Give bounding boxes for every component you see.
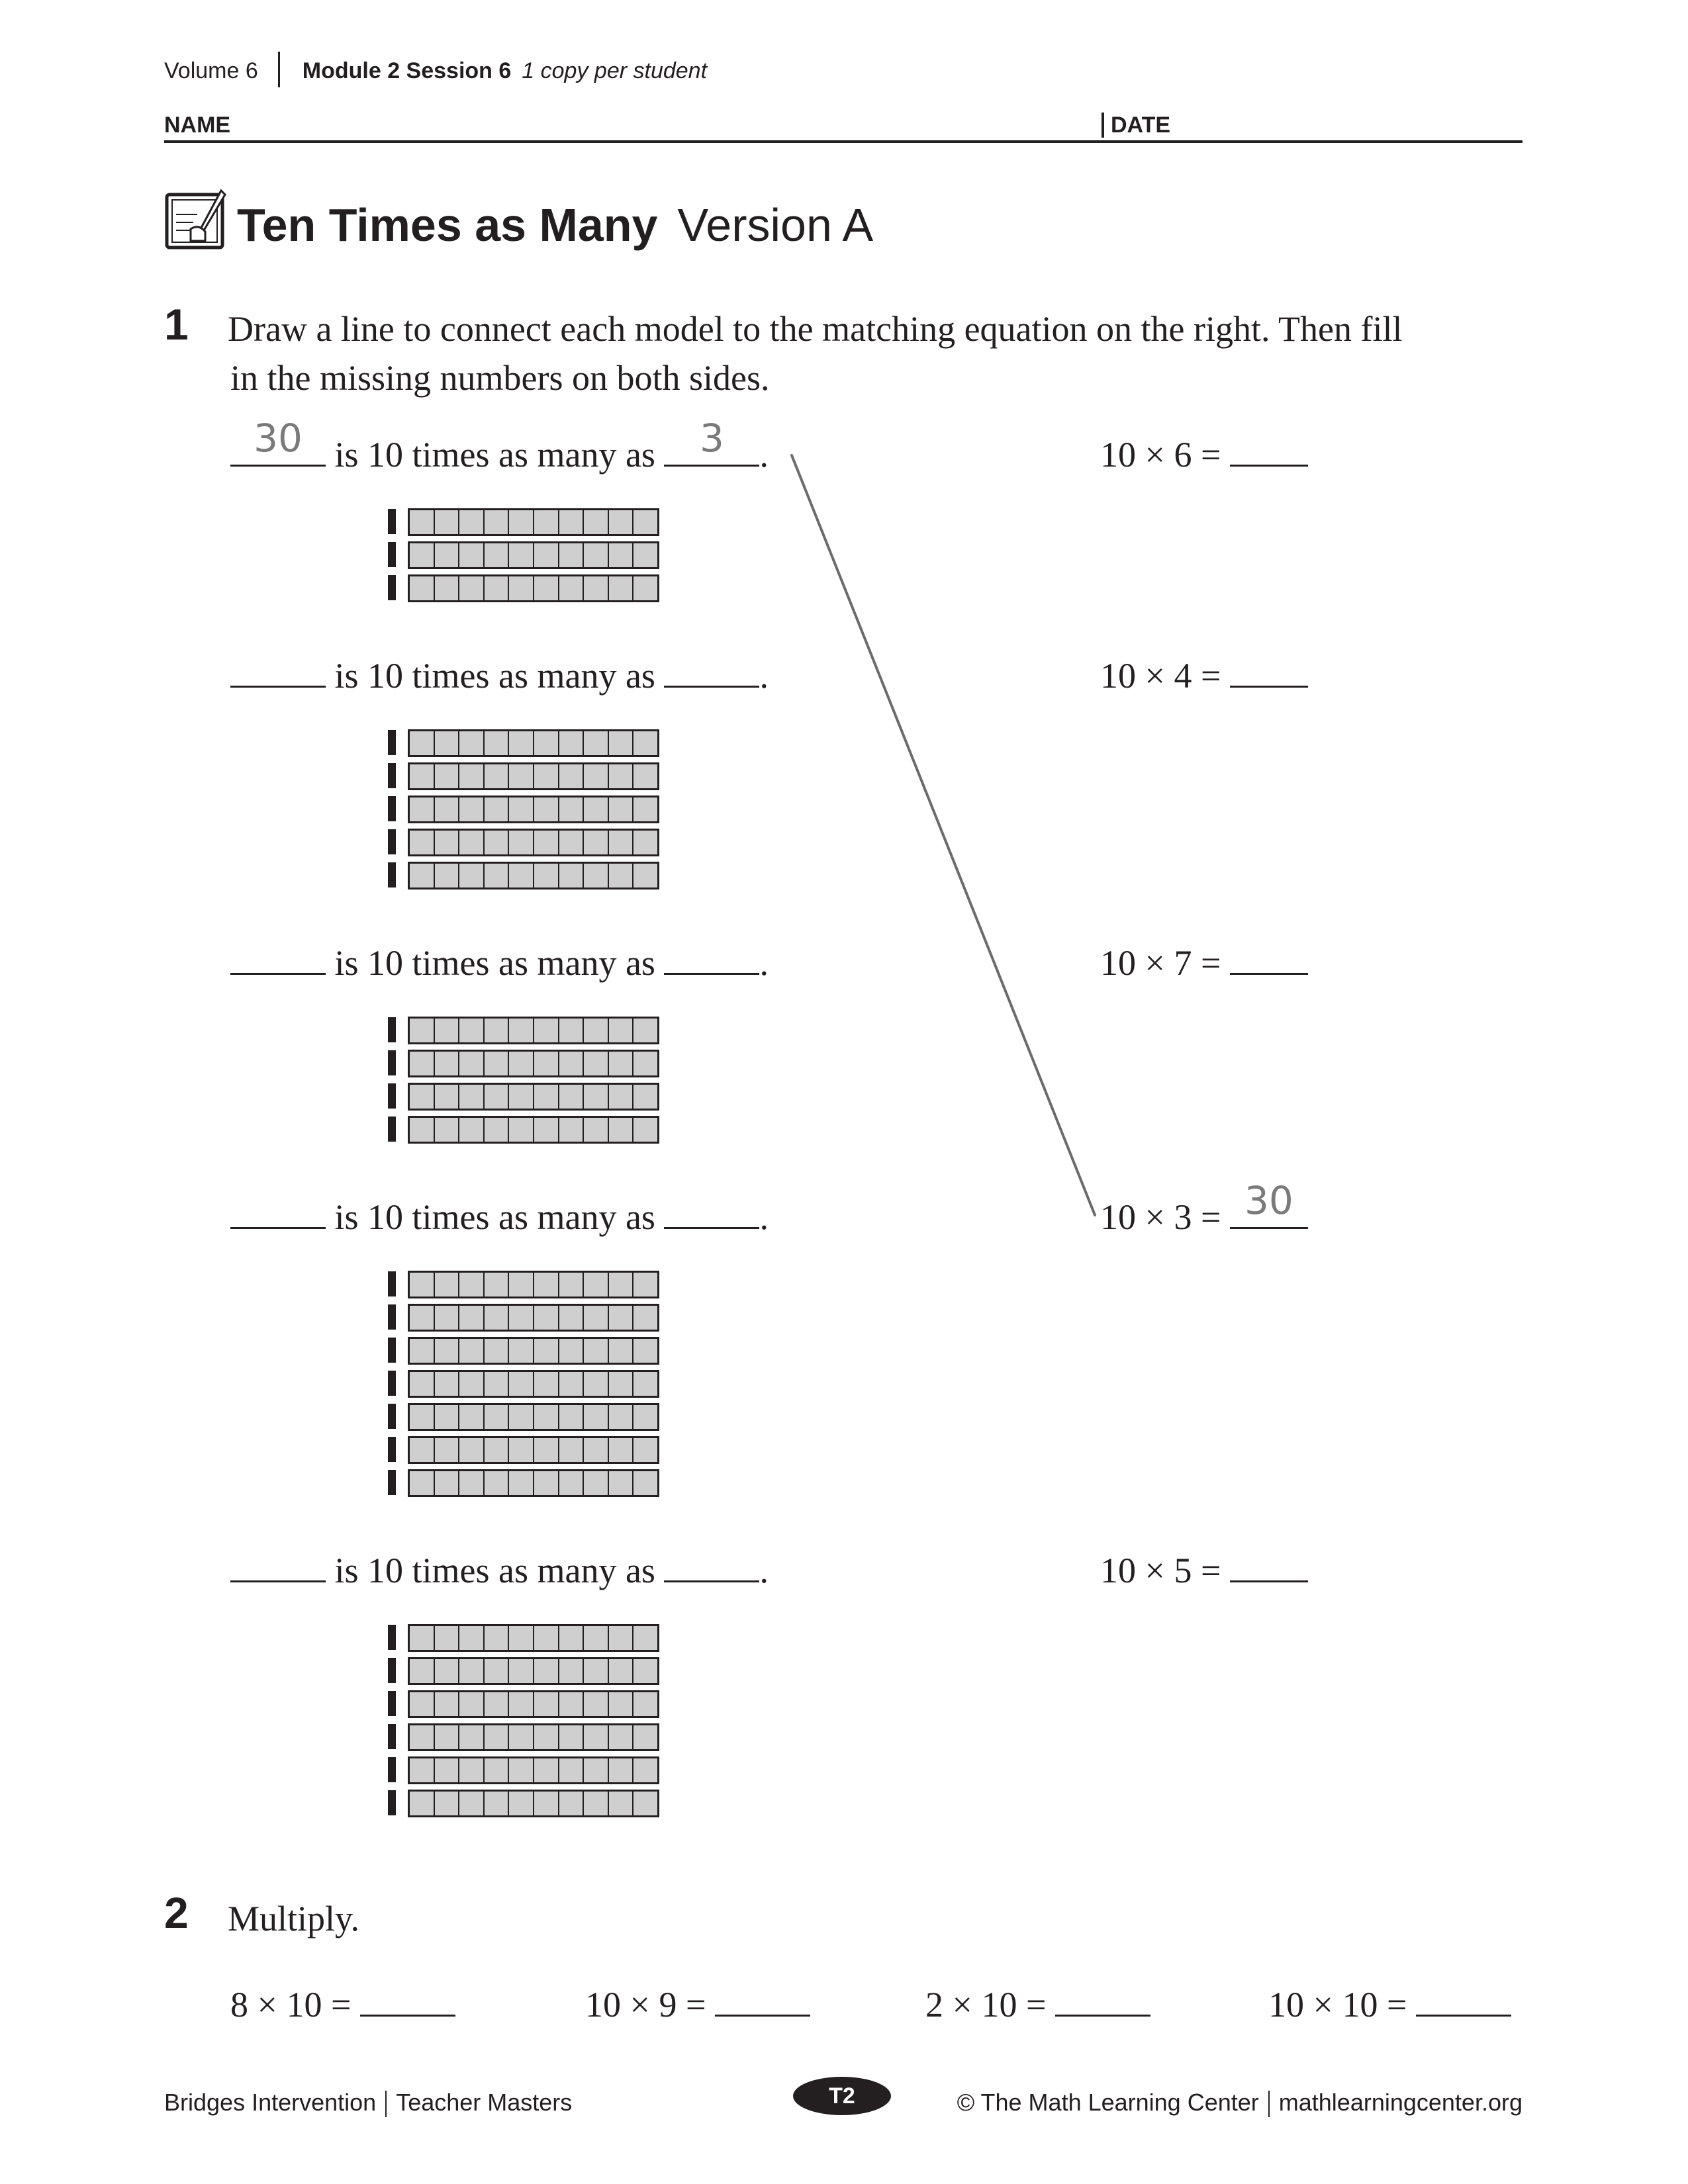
model-statement-1: 30 is 10 times as many as 3 . <box>230 434 769 475</box>
footer-copyright: © The Math Learning Center <box>957 2089 1259 2116</box>
statement-text: is 10 times as many as <box>334 1197 655 1237</box>
equation-text: 10 × 4 = <box>1100 656 1221 696</box>
handwritten-answer: 30 <box>1244 1178 1293 1223</box>
multiply-item-2 <box>585 1984 810 2025</box>
equation-text: 10 × 5 = <box>1100 1551 1221 1590</box>
volume-label: Volume 6 <box>164 58 258 83</box>
page-number-badge: T2 <box>793 2077 891 2115</box>
statement-text: is 10 times as many as <box>334 656 655 696</box>
copies-label: 1 copy per student <box>522 58 708 83</box>
answer-blank[interactable] <box>1416 1985 1511 2017</box>
multiply-text: 10 × 10 = <box>1268 1985 1407 2025</box>
problem-1-instruction-line2: in the missing numbers on both sides. <box>230 358 770 398</box>
multiply-text: 10 × 9 = <box>585 1985 706 2025</box>
multiply-item-1 <box>230 1984 455 2025</box>
model-statement-5: is 10 times as many as . <box>230 1550 769 1591</box>
statement-text: is 10 times as many as <box>334 1551 655 1590</box>
equation-text: 10 × 7 = <box>1100 943 1221 983</box>
multiply-text: 2 × 10 = <box>925 1985 1047 2025</box>
model-statement-3: is 10 times as many as . <box>230 942 769 983</box>
footer-divider <box>385 2091 387 2117</box>
footer-divider <box>1268 2091 1270 2117</box>
multiply-text: 8 × 10 = <box>230 1985 352 2025</box>
answer-blank[interactable] <box>1055 1985 1150 2017</box>
footer-left <box>164 2089 572 2117</box>
multiply-item-3 <box>925 1984 1150 2025</box>
problem-2-instruction: Multiply. <box>228 1899 360 1938</box>
statement-text: is 10 times as many as <box>334 435 655 475</box>
equation-text: 10 × 3 = <box>1100 1197 1221 1237</box>
answer-blank[interactable] <box>715 1985 810 2017</box>
title-main: Ten Times as Many <box>237 199 658 251</box>
handwritten-answer: 3 <box>700 416 724 461</box>
multiply-item-4 <box>1268 1984 1511 2025</box>
footer-masters: Teacher Masters <box>396 2089 573 2116</box>
name-label: NAME <box>164 113 231 138</box>
footer-right <box>957 2089 1523 2117</box>
connecting-line <box>792 455 1095 1215</box>
equation-text: 10 × 6 = <box>1100 435 1221 475</box>
statement-text: is 10 times as many as <box>334 943 655 983</box>
problem-1-number: 1 <box>164 300 189 349</box>
title-version: Version A <box>677 199 874 251</box>
model-statement-2: is 10 times as many as . <box>230 655 769 696</box>
module-session-label: Module 2 Session 6 <box>302 58 512 83</box>
model-statement-4: is 10 times as many as . <box>230 1197 769 1238</box>
footer-website[interactable]: mathlearningcenter.org <box>1278 2089 1523 2116</box>
problem-1-instruction-line1: Draw a line to connect each model to the matching equation on the right. Then fill <box>228 309 1403 349</box>
date-label: DATE <box>1102 113 1170 138</box>
answer-blank[interactable] <box>360 1985 455 2017</box>
footer-series: Bridges Intervention <box>164 2089 377 2116</box>
problem-2-number: 2 <box>164 1888 189 1937</box>
handwritten-answer: 30 <box>254 416 303 461</box>
